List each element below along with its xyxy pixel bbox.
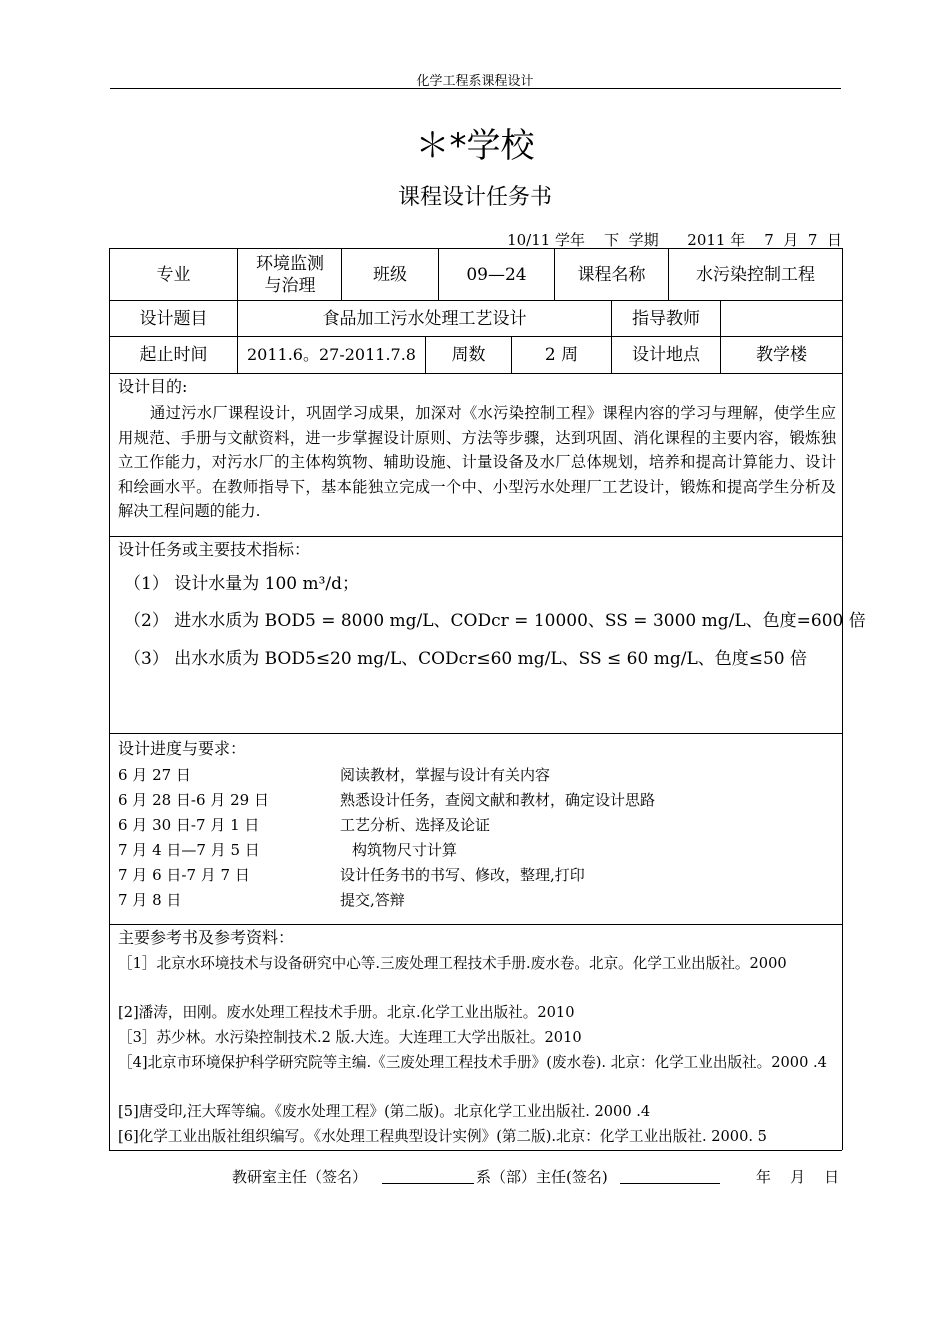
schedule-task: 设计任务书的书写、修改，整理,打印 bbox=[340, 866, 585, 884]
signature-date: 年 月 日 bbox=[756, 1168, 840, 1186]
schedule-date: 6 月 30 日-7 月 1 日 bbox=[118, 816, 260, 834]
reference-item: ［4]北京市环境保护科学研究院等主编.《三废处理工程技术手册》(废水卷). 北京：化学工业出版社。2000 .4 bbox=[118, 1054, 827, 1071]
tasks-heading: 设计任务或主要技术指标： bbox=[118, 540, 311, 559]
weeks-label: 周数 bbox=[451, 345, 486, 365]
teacher-value bbox=[721, 301, 842, 336]
schedule-date: 7 月 6 日-7 月 7 日 bbox=[118, 866, 250, 884]
topic-label: 设计题目 bbox=[139, 308, 208, 329]
period-value: 2011.6。27-2011.7.8 bbox=[246, 345, 416, 364]
schedule-task: 提交,答辩 bbox=[340, 891, 405, 909]
topic-value: 食品加工污水处理工艺设计 bbox=[322, 308, 527, 329]
task-item: （1） 设计水量为 100 m³/d； bbox=[124, 574, 360, 594]
reference-item: [6]化学工业出版社组织编写。《水处理工程典型设计实例》(第二版).北京：化学工业出版社. 2000. 5 bbox=[118, 1128, 767, 1145]
schedule-date: 6 月 28 日-6 月 29 日 bbox=[118, 791, 269, 809]
reference-item: [5]唐受印,汪大珲等编。《废水处理工程》(第二版)。北京化学工业出版社. 2000 .4 bbox=[118, 1103, 651, 1120]
schedule-task: 构筑物尺寸计算 bbox=[352, 841, 458, 859]
class-label: 班级 bbox=[373, 264, 407, 285]
reference-item: ［3］苏少林。水污染控制技术.2 版.大连。大连理工大学出版社。2010 bbox=[118, 1029, 582, 1046]
director-signature-label: 教研室主任（签名） bbox=[232, 1168, 368, 1186]
schedule-task: 熟悉设计任务，查阅文献和教材，确定设计思路 bbox=[340, 791, 656, 809]
dept-signature-line bbox=[620, 1183, 720, 1184]
place-value: 教学楼 bbox=[756, 345, 807, 365]
references-heading: 主要参考书及参考资料： bbox=[118, 928, 295, 947]
class-value: 09—24 bbox=[466, 264, 527, 285]
task-item: （2） 进水水质为 BOD5 = 8000 mg/L、CODcr = 10000、SS = 3000 mg/L、色度=600 倍 bbox=[124, 611, 866, 631]
document-title: 课程设计任务书 bbox=[397, 185, 552, 210]
major-label: 专业 bbox=[156, 264, 191, 285]
date-line: 10/11 学年 下 学期 2011 年 7 月 7 日 bbox=[507, 231, 842, 249]
period-label: 起止时间 bbox=[139, 345, 208, 365]
schedule-date: 6 月 27 日 bbox=[118, 766, 191, 784]
purpose-heading: 设计目的: bbox=[118, 377, 188, 396]
dept-signature-label: 系（部）主任(签名) bbox=[476, 1168, 608, 1186]
task-item: （3） 出水水质为 BOD5≤20 mg/L、CODcr≤60 mg/L、SS ≤ 60 mg/L、色度≤50 倍 bbox=[124, 649, 808, 669]
schedule-date: 7 月 4 日—7 月 5 日 bbox=[118, 841, 260, 859]
schedule-task: 工艺分析、选择及论证 bbox=[340, 816, 491, 834]
header-rule bbox=[110, 88, 841, 89]
reference-item: [2]潘涛，田刚。废水处理工程技术手册。北京.化学工业出版社。2010 bbox=[118, 1004, 575, 1021]
reference-item: ［1］北京水环境技术与设备研究中心等.三废处理工程技术手册.废水卷。北京。化学工业出版社。2000 bbox=[118, 955, 787, 972]
schedule-heading: 设计进度与要求： bbox=[118, 739, 247, 758]
page-header: 化学工程系课程设计 bbox=[416, 74, 534, 89]
course-value: 水污染控制工程 bbox=[696, 264, 815, 285]
schedule-task: 阅读教材，掌握与设计有关内容 bbox=[340, 766, 551, 784]
school-name: ＊*学校 bbox=[415, 126, 535, 166]
director-signature-line bbox=[382, 1183, 474, 1184]
teacher-label: 指导教师 bbox=[632, 308, 700, 329]
weeks-value: 2 周 bbox=[544, 345, 579, 365]
place-label: 设计地点 bbox=[632, 345, 700, 365]
purpose-text: 通过污水厂课程设计，巩固学习成果，加深对《水污染控制工程》课程内容的学习与理解，使学生应用规范、手册与文献资料，进一步掌握设计原则、方法等步骤，达到巩固、消化课程的主要内容，锻炼独立工作能力，对污水厂的主体构筑物、辅助设施、计量设备及水厂总体规划，培养和提高计算能力、设计和绘画水平。在教师指导下，基本能独立完成一个中、小型污水处理厂工艺设计，锻炼和提高学生分析及解决工程问题的能力. bbox=[118, 404, 836, 520]
major-value: 环境监测与治理 bbox=[256, 253, 324, 296]
schedule-date: 7 月 8 日 bbox=[118, 891, 182, 909]
course-label: 课程名称 bbox=[577, 264, 646, 285]
